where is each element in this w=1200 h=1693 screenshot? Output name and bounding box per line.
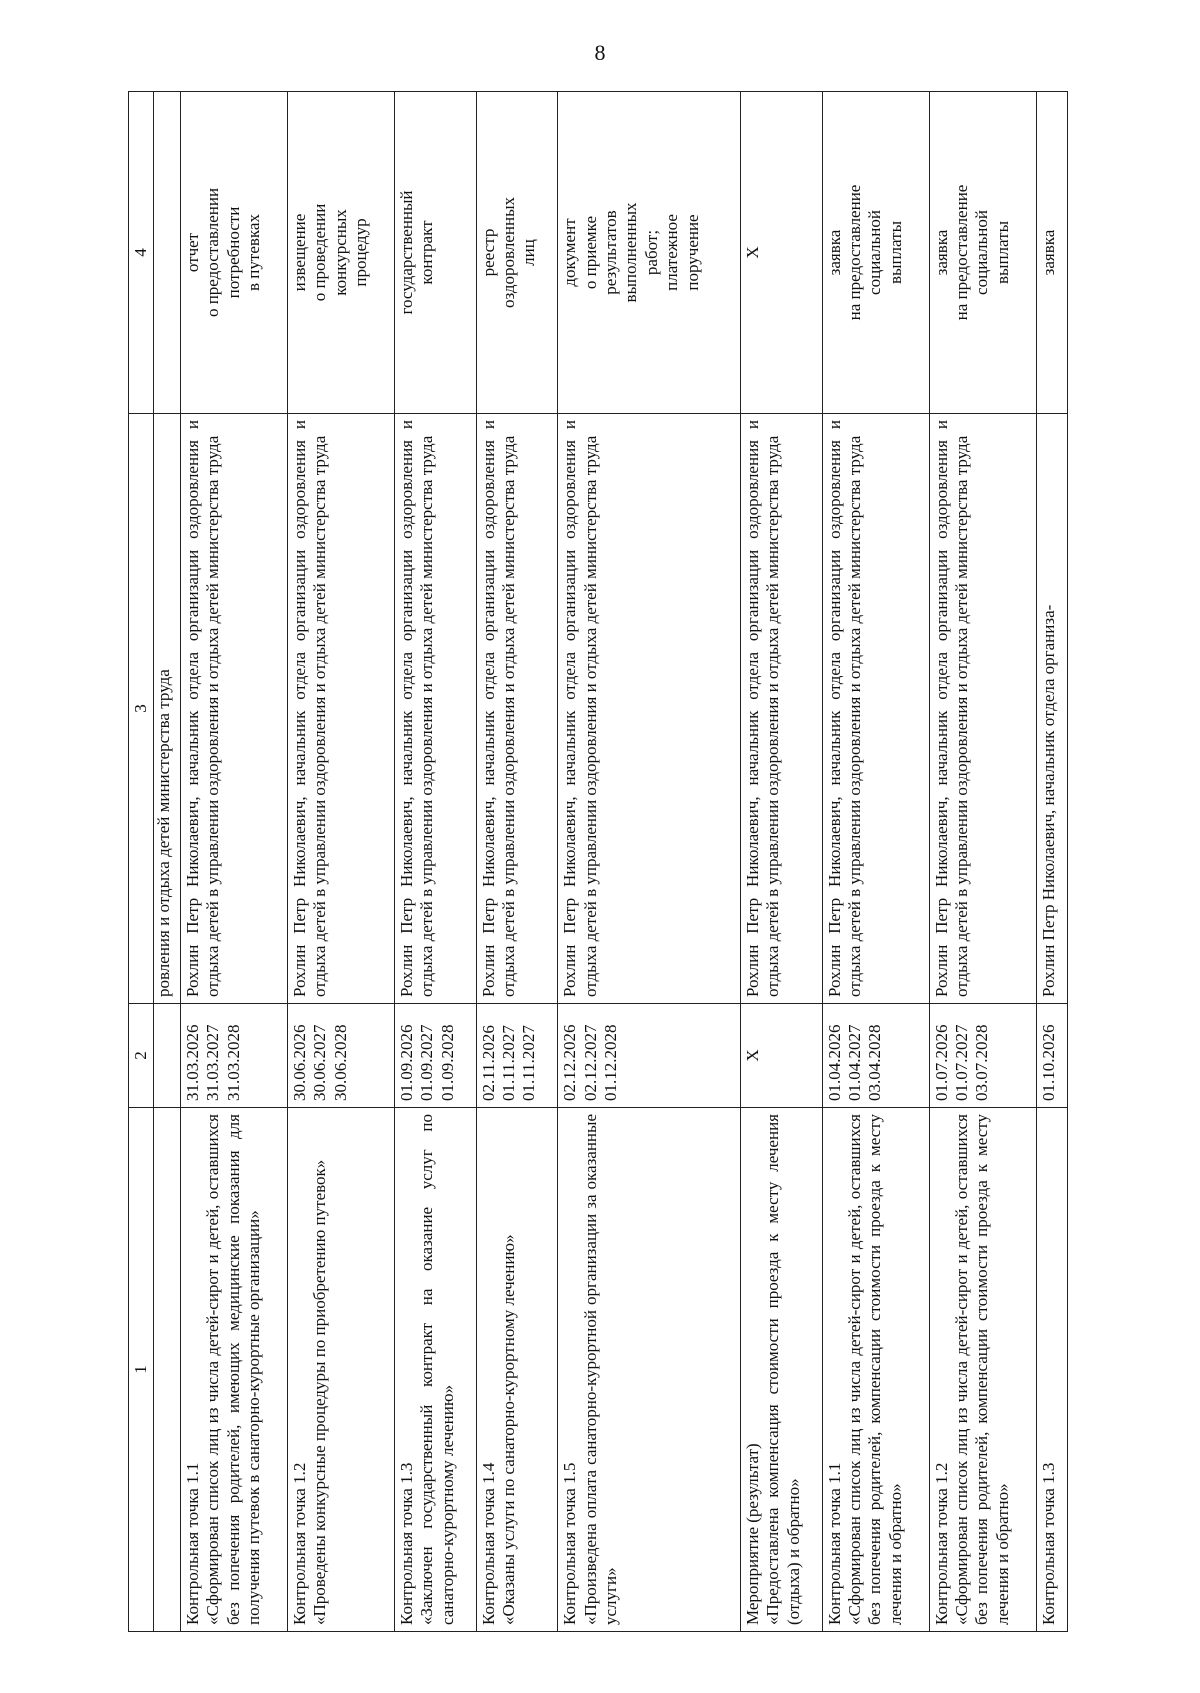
responsible-cell: Рохлин Петр Николаевич, начальник отдела организа-: [1036, 414, 1067, 1004]
dates-cell: 01.10.2026: [1036, 1004, 1067, 1108]
activity-cell: [287, 1108, 394, 1632]
activity-description: «Предоставлена компенсация стоимости проезда к месту лечения (отдыха) и обратно»: [763, 1114, 803, 1625]
header-col-1: 1: [129, 1108, 154, 1632]
activity-description: «Оказаны услуги по санаторно-курортному лечению»: [498, 1234, 518, 1625]
activity-description: «Произведена оплата санаторно-курортной организации за оказанные услуги»: [580, 1114, 621, 1625]
plan-table: [128, 91, 1068, 1632]
activity-title: Контрольная точка 1.3: [1038, 1462, 1058, 1625]
dates-cell: 30.06.2026 30.06.2027 30.06.2028: [287, 1004, 394, 1108]
table-row: [180, 92, 287, 1632]
activity-description: «Сформирован список лиц из числа детей-сирот и детей, оставшихся без попечения родителей, компенсации стоимости проезда к месту лечения и обратно»: [951, 1114, 1012, 1625]
activity-cell: [394, 1108, 476, 1632]
header-row: [129, 92, 154, 1632]
continuation-text: ровления и отдыха детей министерства труда: [154, 414, 180, 1004]
document-cell: государственный контракт: [394, 92, 476, 414]
dates-cell: 31.03.2026 31.03.2027 31.03.2028: [180, 1004, 287, 1108]
table-row: [740, 92, 822, 1632]
table-row: [929, 92, 1036, 1632]
activity-title: Контрольная точка 1.2: [289, 1462, 309, 1625]
activity-description: «Заключен государственный контракт на оказание услуг по санаторно-курортному лечению»: [417, 1114, 457, 1625]
document-cell: реестр оздоровленных лиц: [476, 92, 558, 414]
responsible-cell: Рохлин Петр Николаевич, начальник отдела организации оздоровления и отдыха детей в управлении оздоровления и отдыха детей министерства труда: [394, 414, 476, 1004]
responsible-cell: Рохлин Петр Николаевич, начальник отдела организации оздоровления и отдыха детей в управлении оздоровления и отдыха детей министерства труда: [476, 414, 558, 1004]
activity-title: Контрольная точка 1.5: [560, 1462, 580, 1625]
table-row: [394, 92, 476, 1632]
document-cell: X: [740, 92, 822, 414]
activity-description: «Проведены конкурсные процедуры по приобретению путевок»: [310, 1159, 330, 1625]
responsible-cell: Рохлин Петр Николаевич, начальник отдела организации оздоровления и отдыха детей в управлении оздоровления и отдыха детей министерства труда: [180, 414, 287, 1004]
responsible-cell: Рохлин Петр Николаевич, начальник отдела организации оздоровления и отдыха детей в управлении оздоровления и отдыха детей министерства труда: [558, 414, 741, 1004]
document-cell: документ о приемке результатов выполненных работ; платежное поручение: [558, 92, 741, 414]
activity-description: «Сформирован список лиц из числа детей-сирот и детей, оставшихся без попечения родителей, имеющих медицинские показания для получения путевок в санаторно-курортные организации»: [203, 1114, 263, 1625]
activity-title: Контрольная точка 1.1: [182, 1462, 202, 1625]
activity-cell: [1036, 1108, 1067, 1632]
activity-cell: [822, 1108, 929, 1632]
table-row: [822, 92, 929, 1632]
page-number: 8: [594, 40, 606, 65]
activity-description: «Сформирован список лиц из числа детей-сирот и детей, оставшихся без попечения родителей, компенсации стоимости проезда к месту лечения и обратно»: [845, 1114, 905, 1625]
dates-cell: X: [740, 1004, 822, 1108]
activity-cell: [740, 1108, 822, 1632]
activity-cell: [476, 1108, 558, 1632]
rotated-table-container: [128, 92, 1068, 1632]
activity-cell: [558, 1108, 741, 1632]
dates-cell: 02.11.2026 01.11.2027 01.11.2027: [476, 1004, 558, 1108]
table-row: [1036, 92, 1067, 1632]
continuation-row: [154, 92, 180, 1632]
dates-cell: 02.12.2026 02.12.2027 01.12.2028: [558, 1004, 741, 1108]
responsible-cell: Рохлин Петр Николаевич, начальник отдела организации оздоровления и отдыха детей в управлении оздоровления и отдыха детей министерства труда: [740, 414, 822, 1004]
responsible-cell: Рохлин Петр Николаевич, начальник отдела организации оздоровления и отдыха детей в управлении оздоровления и отдыха детей министерства труда: [822, 414, 929, 1004]
activity-title: Контрольная точка 1.1: [824, 1462, 844, 1625]
table-row: [287, 92, 394, 1632]
activity-cell: [180, 1108, 287, 1632]
activity-title: Контрольная точка 1.2: [931, 1462, 951, 1625]
activity-title: Мероприятие (результат): [742, 1443, 762, 1625]
header-col-4: 4: [129, 92, 154, 414]
dates-cell: 01.07.2026 01.07.2027 03.07.2028: [929, 1004, 1036, 1108]
responsible-cell: Рохлин Петр Николаевич, начальник отдела организации оздоровления и отдыха детей в управлении оздоровления и отдыха детей министерства труда: [287, 414, 394, 1004]
document-cell: заявка на предоставление социальной выплаты: [929, 92, 1036, 414]
document-cell: заявка на предоставление социальной выплаты: [822, 92, 929, 414]
activity-cell: [929, 1108, 1036, 1632]
table-row: [476, 92, 558, 1632]
dates-cell: 01.09.2026 01.09.2027 01.09.2028: [394, 1004, 476, 1108]
responsible-cell: Рохлин Петр Николаевич, начальник отдела организации оздоровления и отдыха детей в управлении оздоровления и отдыха детей министерства труда: [929, 414, 1036, 1004]
activity-title: Контрольная точка 1.3: [396, 1462, 416, 1625]
header-col-2: 2: [129, 1004, 154, 1108]
document-cell: извещение о проведении конкурсных процедур: [287, 92, 394, 414]
document-cell: отчет о предоставлении потребности в путевках: [180, 92, 287, 414]
dates-cell: 01.04.2026 01.04.2027 03.04.2028: [822, 1004, 929, 1108]
table-row: [558, 92, 741, 1632]
activity-title: Контрольная точка 1.4: [478, 1462, 498, 1625]
header-col-3: 3: [129, 414, 154, 1004]
document-cell: заявка: [1036, 92, 1067, 414]
